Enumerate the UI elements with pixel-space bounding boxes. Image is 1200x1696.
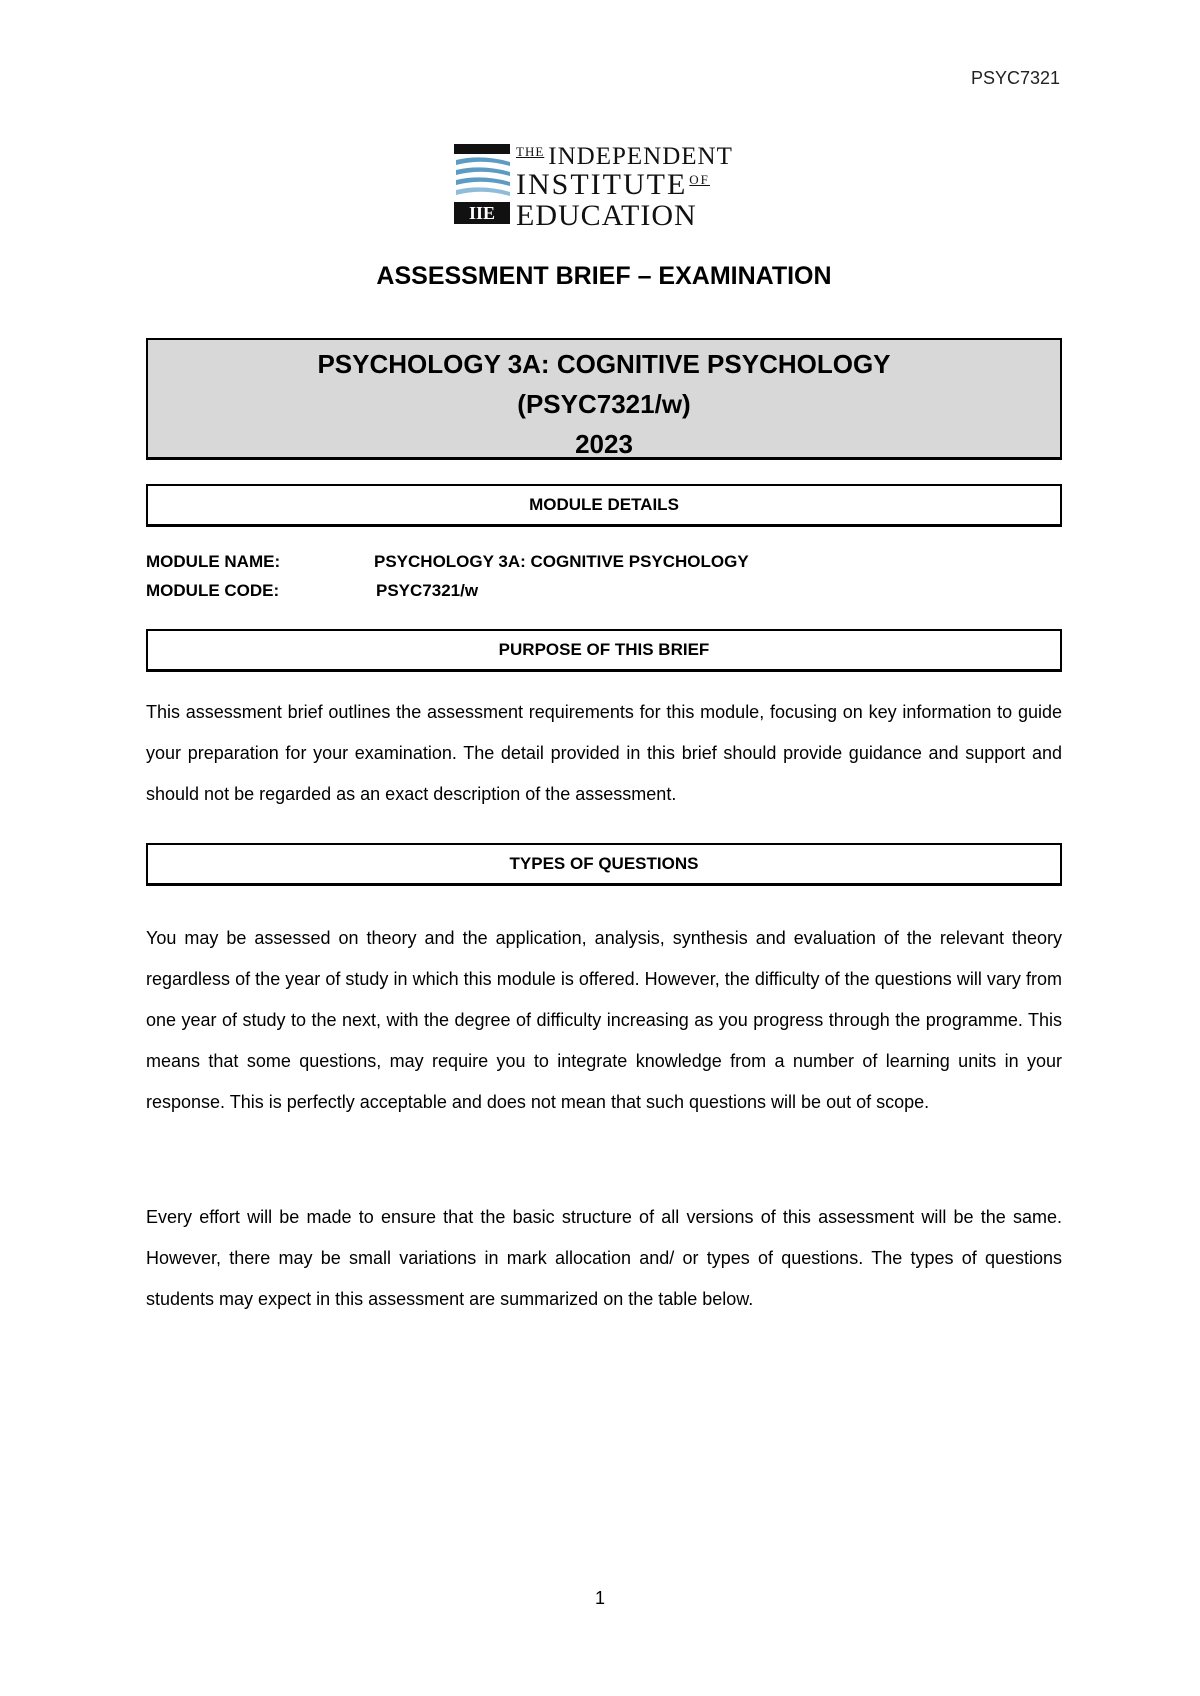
- purpose-paragraph: This assessment brief outlines the assessment requirements for this module, focusing on key information to guide your preparation for your examination. The detail provided in this brief should provide guidance and support and should not be regarded as an exact description of the assessment.: [146, 702, 1062, 804]
- institution-logo: [454, 143, 754, 232]
- logo-line-1: INDEPENDENT: [548, 143, 733, 170]
- module-name-row: [146, 552, 1066, 581]
- header-module-code: PSYC7321: [970, 68, 1060, 88]
- module-name-label: MODULE NAME:: [146, 552, 281, 571]
- module-title-line-1: PSYCHOLOGY 3A: COGNITIVE PSYCHOLOGY: [317, 349, 891, 379]
- page-number: 1: [594, 1588, 605, 1608]
- module-details-heading: MODULE DETAILS: [146, 484, 1062, 527]
- types-of-questions-heading: TYPES OF QUESTIONS: [146, 843, 1062, 886]
- logo-emblem-icon: [454, 144, 512, 224]
- types-paragraph-2: Every effort will be made to ensure that the basic structure of all versions of this assessment will be the same. However, there may be small variations in mark allocation and/ or types of questions. The types of questions students may expect in this assessment are summarized on the table below.: [146, 1207, 1062, 1309]
- module-title-line-3: 2023: [575, 429, 633, 459]
- module-details: [146, 552, 1066, 610]
- logo-mark-text: IIE: [468, 203, 496, 223]
- logo-line-2: INSTITUTE: [516, 168, 688, 201]
- module-code-label: MODULE CODE:: [146, 581, 280, 600]
- logo-line-3: EDUCATION: [516, 199, 697, 232]
- module-title-line-2: (PSYC7321/w): [517, 389, 691, 419]
- module-code-row: [146, 581, 1066, 610]
- logo-the: THE: [516, 144, 545, 159]
- types-paragraph-1: You may be assessed on theory and the application, analysis, synthesis and evaluation of the relevant theory regardless of the year of study in which this module is offered. However, the difficulty of the questions will vary from one year of study to the next, with the degree of difficulty increasing as you progress through the programme. This means that some questions, may require you to integrate knowledge from a number of learning units in your response. This is perfectly acceptable and does not mean that such questions will be out of scope.: [146, 928, 1062, 1112]
- module-code-value: PSYC7321/w: [376, 581, 479, 600]
- document-title: ASSESSMENT BRIEF – EXAMINATION: [376, 262, 832, 290]
- module-name-value: PSYCHOLOGY 3A: COGNITIVE PSYCHOLOGY: [374, 552, 749, 571]
- purpose-heading: PURPOSE OF THIS BRIEF: [146, 629, 1062, 672]
- logo-of: OF: [689, 172, 710, 187]
- module-title-box: [146, 338, 1062, 460]
